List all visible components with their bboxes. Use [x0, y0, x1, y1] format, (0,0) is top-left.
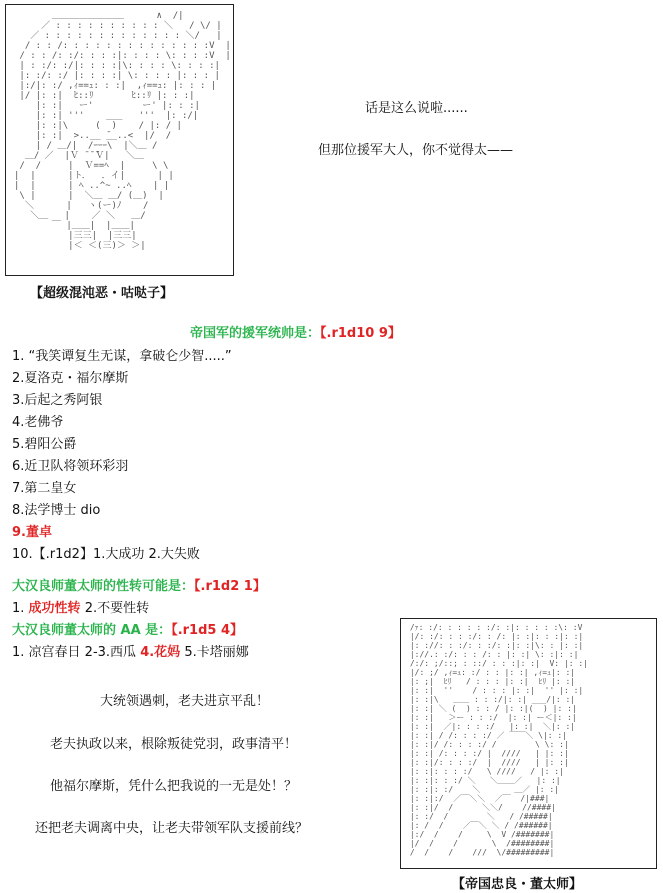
gender-roll-options: 1. 成功性转 2.不要性转: [12, 601, 150, 616]
bottom-dialogue-line-4: 还把老夫调离中央，让老夫带领军队支援前线？: [35, 821, 309, 836]
option-3: 3.后起之秀阿银: [12, 393, 103, 408]
reinforcement-roll-heading: 帝国军的援军统帅是：【.r1d10 9】: [190, 326, 401, 341]
option-9-selected: 9.董卓: [12, 525, 52, 540]
ascii-art-gudako: ＿＿＿＿＿＿＿＿ ∧ /| ／ : : : : : : : : : : ＼ / \/ | ／ : : : : : : : : : : : : : ＼/ | / : : /: : : : : : : : : : : : : :V | / : : /: :/: : : :|: : : : \: : : :V | | : :/: :/|: : : :|\: : : : \: : : :| |: :/: :/ |: : : :| \: : : : |: : : | |:/|: :/ ,ｨ==ｭ: : :| ,ｨ==ｭ: |: : : | |/ |: :| ﾋ::ﾘ ﾋ::ﾘ |: : :| |: :| ー' ー' |: : :| |: :| ''' ___ ''' |: :/| |: :|\ ( ) / |: / | |: :| >..__ ̄__..< |/ / | / ＿/| /ｰｰｰ\ |＼＿ / ＿/ ／ |Ｖ ̄ ̄ ̄Ｖ| ＼＿ / / | Ｖ==ﾍ | \ \ | | |ト． ．イ| | | | | | ﾍ ..^~ ..ﾍ | | \ | | ＼＿ ＿/ (＿) | ＼ | ヽ(ー)ﾉ / ＼＿ | ／ ＼ ＿/ ￣ |＿＿| |＿＿| |三三| |三三| |＜ ＜(三)＞ ＞|: [14, 11, 231, 251]
aa-roll-heading: 大汉良师董太师的 AA 是：【.r1d5 4】: [12, 623, 244, 638]
gender-roll-heading: 大汉良师董太师的性转可能是：【.r1d2 1】: [12, 579, 266, 594]
dialogue-line-1: 话是这么说啦......: [365, 101, 468, 116]
option-6: 6.近卫队将领环彩羽: [12, 459, 129, 474]
bottom-dialogue-line-2: 老夫执政以来，根除叛徒党羽，政事清平！: [50, 737, 298, 752]
option-7: 7.第二皇女: [12, 481, 77, 496]
top-panel-caption: 【超级混沌恶・咕哒子】: [30, 286, 174, 301]
option-2: 2.夏洛克・福尔摩斯: [12, 371, 129, 386]
gender-option-selected: 成功性转: [28, 601, 81, 616]
option-4: 4.老佛爷: [12, 415, 64, 430]
option-5: 5.碧阳公爵: [12, 437, 77, 452]
bottom-dialogue-line-1: 大统领遇刺，老夫进京平乱！: [100, 694, 270, 709]
bottom-dialogue-line-3: 他福尔摩斯，凭什么把我说的一无是处！？: [50, 779, 298, 794]
option-8: 8.法学博士 dio: [12, 503, 101, 518]
bottom-panel-caption: 【帝国忠良・董太师】: [452, 877, 583, 892]
option-10: 10.【.r1d2】1.大成功 2.大失败: [12, 547, 200, 562]
option-1: 1. “我笑谭复生无谋，拿破仑少智.....”: [12, 349, 232, 364]
ascii-art-panel-bottom: [400, 618, 657, 869]
gender-roll-result: 【.r1d2 1】: [194, 579, 266, 594]
ascii-art-dong-taishi: /ｧ: :/: : : : : :/: :|: : : : :\: :V |/: :/: : : :/: : /: |: :|: : :|: :| |: ://: : :/: : :/: :|: :|\: : |: :| |://.: :/: : : /: : |: :| \: :|: :| /:/: ;/::; : ::/ : : :|: :| V: |: :| |/: ;/ ,ｨ=ｭ: :/ : : |: :| ,ｨ=ｭ|: :| |: ;| ﾋﾘ / : : : |: :| ﾋﾘ |: :| |: :| '' / : : : |: :| '' |: :| |: :|\ ＿＿ : : :/|: :| ___/|: :| |: :| ＼ ( ) : : / |: :|( ) |: :| |: :| ＞ー : : :/ |: :| ー＜|: :| |: :| ／|: : : :/ |: :| ＼|: :| |: :| / /: : : :/ ／ ￣￣＼ \|: :| |: :|/ /: : : :/ / \ \: :| |: :| /: : : :/ | //// | |: :| |: :|/: : : :/ | //// | |: :| |: :|: : : :/ \ //// / |: :| |: :|: : :/ ＼ ＼＿＿／ |: :| |: :|: :/ ＼ ＿／ |: :| |: :|:/ ／￣＼＼ ／￣ /|###| |: :|/ / ＼＼/ //####| |: :/ / ＼ / /#####| |: / / ／￣＼ ＼ / /######| |:/ / / \ V /#######| |/ / / \ /########| / / / /// \/#########|: [409, 623, 589, 857]
reinforcement-roll-result: 【.r1d10 9】: [320, 326, 401, 341]
ascii-art-panel-top: [5, 4, 234, 276]
aa-roll-result: 【.r1d5 4】: [171, 623, 244, 638]
aa-roll-options: 1. 凉宫春日 2-3.西瓜 4.花妈 5.卡塔丽娜: [12, 645, 249, 660]
dialogue-line-2: 但那位援军大人，你不觉得太——: [318, 143, 514, 158]
aa-option-selected: 4.花妈: [140, 645, 181, 660]
